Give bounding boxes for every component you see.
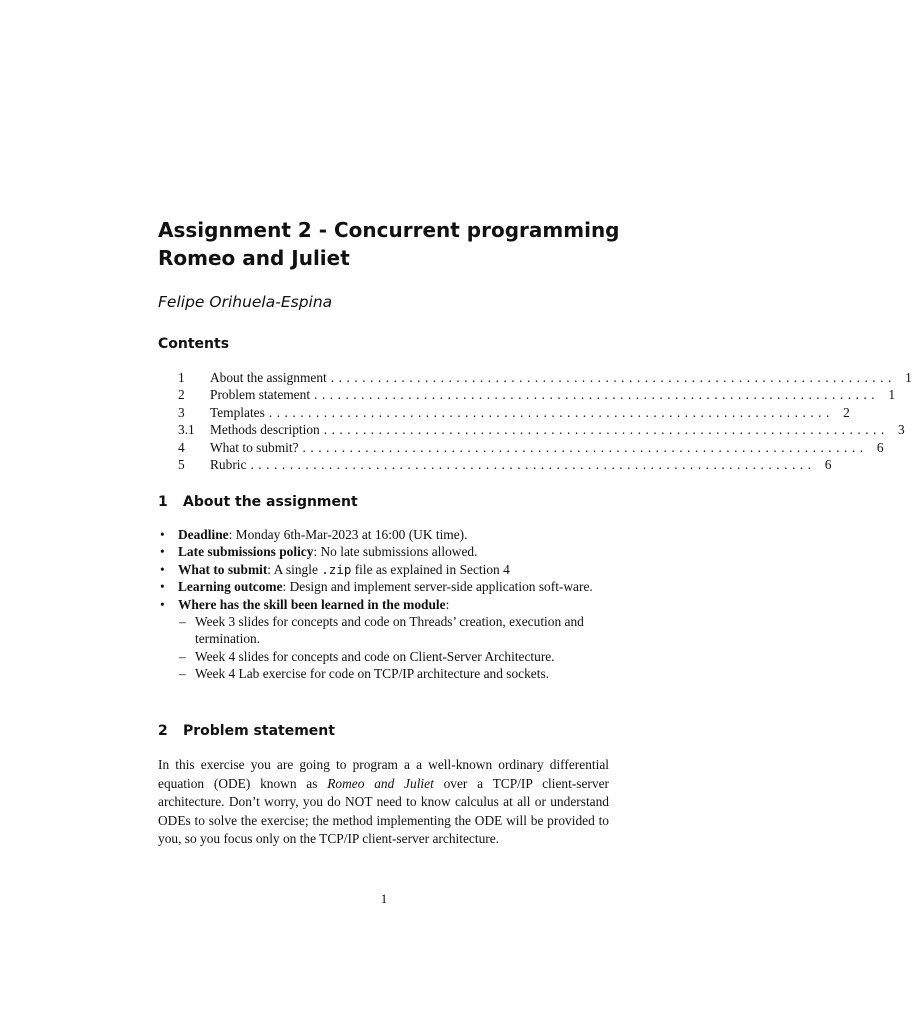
author-name: Felipe Orihuela-Espina: [158, 293, 333, 311]
toc-entry-title: What to submit?: [210, 439, 299, 455]
section-2-heading: [158, 723, 335, 739]
late-policy-label: Late submissions policy: [178, 544, 314, 560]
toc-entry[interactable]: [178, 369, 912, 386]
section-2-title: Problem statement: [183, 723, 335, 739]
late-policy-text: : No late submissions allowed.: [313, 544, 478, 560]
title-line-2: Romeo and Juliet: [158, 246, 350, 270]
where-learned-text: :: [445, 596, 450, 612]
submit-label: What to submit: [178, 561, 268, 577]
toc-entry-page: 3: [898, 422, 905, 438]
toc-leader-dots: ........................................................................: [330, 370, 896, 385]
list-item: [158, 561, 610, 578]
deadline-label: Deadline: [178, 527, 229, 542]
toc-entry-number: 3.1: [178, 422, 195, 438]
toc-entry[interactable]: [178, 439, 884, 456]
toc-entry-title: Templates: [210, 404, 265, 420]
where-learned-label: Where has the skill been learned in the module: [178, 596, 446, 612]
section-1-heading: [158, 494, 358, 510]
toc-entry-title: About the assignment: [210, 370, 327, 385]
bullet-icon: •: [160, 579, 165, 595]
sub-list-item: [158, 648, 610, 665]
contents-heading: Contents: [158, 336, 230, 352]
toc-leader-dots: ........................................................................: [302, 439, 868, 455]
toc-entry-number: 4: [178, 439, 185, 455]
paragraph-emphasis: Romeo and Juliet: [327, 775, 434, 791]
toc-entry-number: 3: [178, 404, 185, 420]
bullet-icon: •: [160, 544, 165, 560]
list-item: [158, 578, 610, 595]
sub-list-item: [158, 613, 610, 648]
toc-entry-number: 2: [178, 387, 185, 403]
list-item: [158, 543, 610, 560]
section-1-number: 1: [158, 494, 168, 510]
dash-icon: –: [179, 666, 186, 682]
sub-item-text: Week 4 slides for concepts and code on Client-Server Architecture.: [195, 648, 555, 664]
bullet-icon: •: [160, 527, 165, 542]
submit-text-post: file as explained in Section 4: [351, 561, 510, 577]
toc-entry-page: 1: [905, 370, 912, 385]
toc-entry-title: Methods description: [210, 422, 320, 438]
toc-leader-dots: ........................................................................: [268, 404, 834, 420]
paragraph-text-post: over a TCP/IP client-server architecture. Don’t worry, you do NOT need to know calculus at all or understand ODEs to solve the exercise; the method implementing the ODE will be provided to you, so you focus only on the TCP/IP client-server architecture.: [158, 775, 609, 846]
dash-icon: –: [179, 648, 186, 664]
sub-list-item: [158, 665, 610, 682]
paragraph-text-pre: In this exercise you are going to program a a well-known ordinary differential equation (ODE) known as: [158, 757, 609, 791]
toc-entry-title: Problem statement: [210, 387, 311, 403]
toc-entry-title: Rubric: [210, 456, 247, 472]
outcome-text: : Design and implement server-side application soft-ware.: [282, 579, 593, 595]
toc-entry-page: 6: [824, 456, 832, 472]
table-of-contents: [178, 369, 912, 473]
title-line-1: Assignment 2 - Concurrent programming: [158, 218, 620, 242]
section-1-title: About the assignment: [183, 494, 358, 510]
toc-leader-dots: ........................................................................: [314, 387, 880, 403]
sub-item-text: Week 3 slides for concepts and code on Threads’ creation, execution and termination.: [195, 614, 584, 647]
toc-entry[interactable]: [178, 386, 896, 403]
dash-icon: –: [179, 614, 186, 630]
sub-item-text: Week 4 Lab exercise for code on TCP/IP architecture and sockets.: [195, 666, 550, 682]
page-number: 1: [380, 891, 388, 906]
deadline-text: : Monday 6th-Mar-2023 at 16:00 (UK time).: [228, 527, 468, 542]
toc-entry-number: 5: [178, 456, 185, 472]
toc-entry-page: 1: [888, 387, 896, 403]
toc-entry-page: 6: [876, 439, 884, 455]
submit-text-pre: : A single: [267, 561, 322, 577]
bullet-icon: •: [160, 561, 165, 577]
toc-leader-dots: ........................................................................: [323, 422, 889, 438]
toc-leader-dots: ........................................................................: [250, 456, 816, 472]
toc-entry-number: 1: [178, 370, 185, 385]
problem-statement-paragraph: [158, 756, 609, 849]
toc-entry[interactable]: [178, 421, 905, 438]
toc-entry-page: 2: [843, 404, 850, 420]
document-title: [158, 216, 628, 272]
assignment-details-list: [158, 526, 610, 683]
toc-entry[interactable]: [178, 456, 832, 473]
list-item: [158, 526, 610, 543]
bullet-icon: •: [160, 596, 165, 612]
section-2-number: 2: [158, 723, 168, 739]
toc-entry[interactable]: [178, 404, 850, 421]
list-item: [158, 596, 610, 613]
outcome-label: Learning outcome: [178, 579, 283, 595]
zip-code-text: .zip: [321, 561, 352, 577]
